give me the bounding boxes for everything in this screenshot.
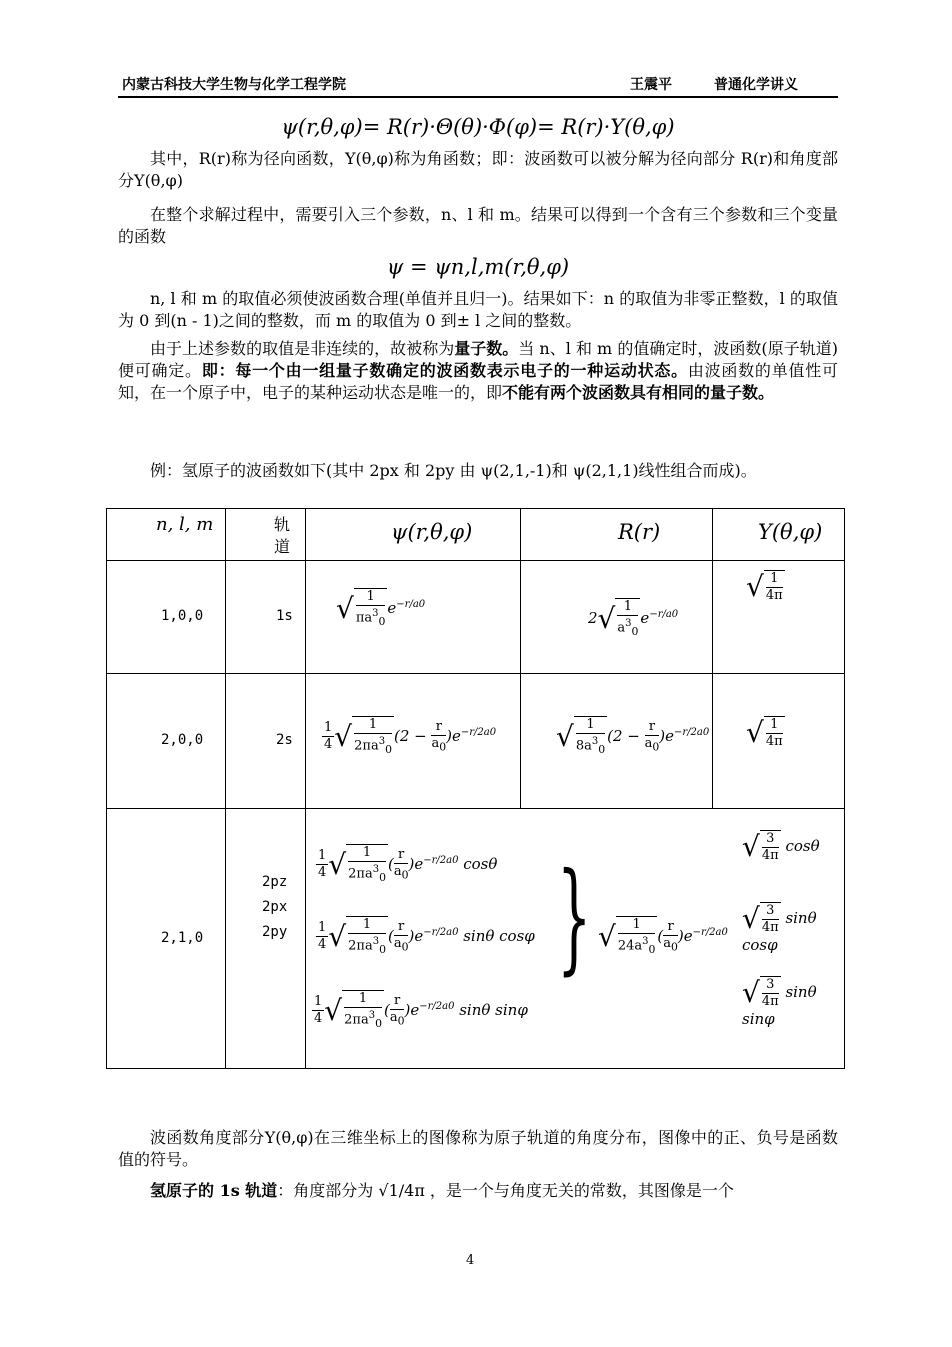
row-2s-orbital: 2s [276, 732, 293, 748]
term-hydrogen-1s: 氢原子的 1s 轨道 [150, 1181, 278, 1200]
formula-R-2p: √ $\frac{1}{24a^3_0}$ ( $\frac{r}{a_0}$ )$e^{-r/2a0}$ [598, 917, 728, 956]
paragraph-radial-angular: 其中，R(r)称为径向函数，Y(θ,φ)称为角函数；即：波函数可以被分解为径向部分 R(r)和角度部分Y(θ,φ) [118, 149, 838, 190]
formula-psi-2py: $\frac{1}{4}$ √ $\frac{1}{2\pi a^3_0}$ ( $\frac{r}{a_0}$ )$e^{-r/2a0}$ sinθ sinφ [314, 991, 528, 1030]
formula-Y-1s: √ $\frac{1}{4\pi}$ [746, 570, 783, 603]
row-1s-nlm: 1,0,0 [161, 608, 204, 624]
formula-Y-2px: √ $\frac{3}{4\pi}$ sinθ cosφ [742, 902, 817, 954]
formula-psi-2px: $\frac{1}{4}$ √ $\frac{1}{2\pi a^3_0}$ ( $\frac{r}{a_0}$ )$e^{-r/2a0}$ sinθ cosφ [318, 917, 535, 956]
row-1s-orbital: 1s [276, 608, 293, 624]
formula-psi-2s: $\frac{1}{4}$ √ $\frac{1}{2\pi a^3_0}$ (2 − $\frac{r}{a_0}$ )$e^{-r/2a0}$ [324, 717, 497, 756]
formula-Y-2py: √ $\frac{3}{4\pi}$ sinθ sinφ [742, 976, 817, 1028]
page-number: 4 [466, 1253, 475, 1268]
row-2p-nlm: 2,1,0 [161, 930, 204, 946]
paragraph-1s-orbital: 氢原子的 1s 轨道：角度部分为 √1/4π ，是一个与角度无关的常数，其图像是一个 [150, 1181, 734, 1200]
statement-uniqueness: 不能有两个波函数具有相同的量子数。 [502, 383, 775, 402]
right-brace: } [556, 848, 592, 987]
equation-separation: ψ(r,θ,φ)= R(r)·Θ(θ)·Φ(φ)= R(r)·Y(θ,φ) [281, 115, 675, 139]
page-header [118, 72, 838, 98]
statement-wavefunction-state: 即：每一个由一组量子数确定的波函数表示电子的一种运动状态。 [201, 361, 688, 380]
header-orbital: 轨道 [274, 515, 291, 556]
header-author: 王震平 [630, 77, 672, 93]
header-course: 普通化学讲义 [714, 77, 798, 93]
row-2p-orbitals: 2pz 2px 2py [262, 874, 288, 940]
header-radial: R(r) [618, 520, 661, 544]
formula-Y-2s: √ $\frac{1}{4\pi}$ [746, 716, 783, 749]
equation-psi-nlm: ψ = ψn,l,m(r,θ,φ) [386, 255, 570, 279]
paragraph-quantum-numbers: 由于上述参数的取值是非连续的，故被称为量子数。当 n、l 和 m 的值确定时，波函数(原子轨道)便可确定。即：每一个由一组量子数确定的波函数表示电子的一种运动状态。由波函数的单值性可知，在一个原子中，电子的某种运动状态是唯一的，即不能有两个波函数具有相同的量子数。 [118, 339, 838, 402]
header-psi: ψ(r,θ,φ) [391, 520, 473, 544]
term-quantum-number: 量子数。 [454, 339, 519, 358]
formula-psi-2pz: $\frac{1}{4}$ √ $\frac{1}{2\pi a^3_0}$ ( $\frac{r}{a_0}$ )$e^{-r/2a0}$ cosθ [318, 845, 498, 884]
formula-psi-1s: √ $\frac{1}{\pi a^3_0}$ $e^{-r/a0}$ [336, 589, 426, 628]
header-angular: Y(θ,φ) [758, 520, 823, 544]
header-nlm: n, l, m [156, 514, 214, 535]
paragraph-hydrogen-example: 例：氢原子的波函数如下(其中 2px 和 2py 由 ψ(2,1,-1)和 ψ(2,1,1)线性组合而成)。 [150, 461, 757, 480]
row-2s-nlm: 2,0,0 [161, 732, 204, 748]
wavefunction-table [106, 508, 845, 1069]
formula-R-1s: 2√ $\frac{1}{a^3_0}$ $e^{-r/a0}$ [588, 599, 679, 638]
paragraph-angular-distribution: 波函数角度部分Y(θ,φ)在三维坐标上的图像称为原子轨道的角度分布，图像中的正、负号是函数值的符号。 [118, 1128, 838, 1169]
paragraph-three-parameters: 在整个求解过程中，需要引入三个参数，n、l 和 m。结果可以得到一个含有三个参数和三个变量的函数 [118, 205, 838, 246]
paragraph-quantum-values: n, l 和 m 的取值必须使波函数合理(单值并且归一)。结果如下：n 的取值为非零正整数，l 的取值为 0 到(n - 1)之间的整数，而 m 的取值为 0 到± l 之间的整数。 [118, 289, 838, 330]
formula-Y-2pz: √ $\frac{3}{4\pi}$ cosθ [742, 830, 820, 863]
header-institution: 内蒙古科技大学生物与化学工程学院 [122, 77, 346, 93]
formula-R-2s: √ $\frac{1}{8a^3_0}$ (2 − $\frac{r}{a_0}$ )$e^{-r/2a0}$ [556, 717, 710, 756]
